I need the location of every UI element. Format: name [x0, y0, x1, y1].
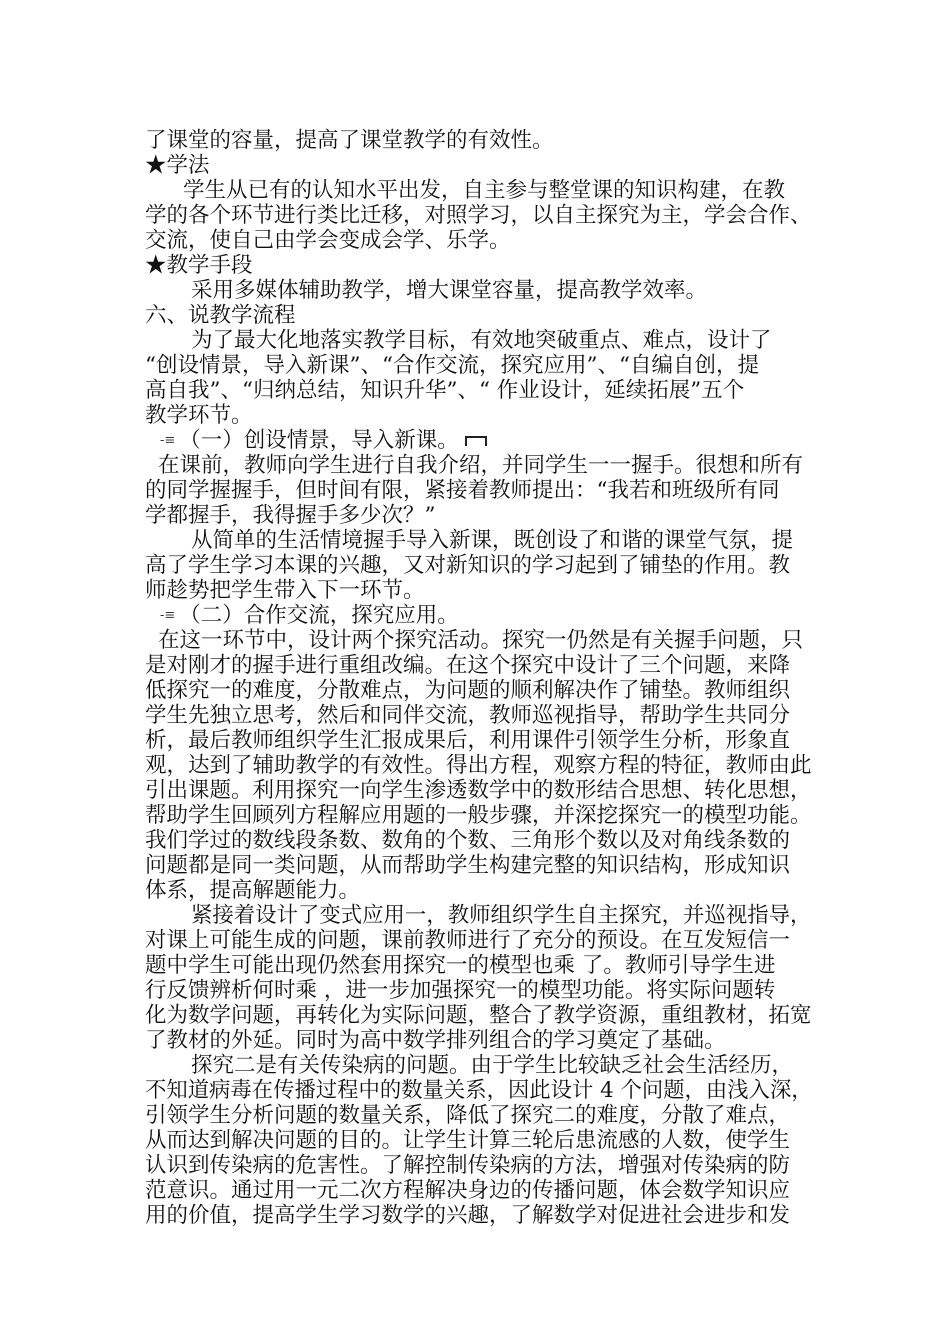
subsection-heading-2 [160, 603, 459, 629]
body-text-line: 为了最大化地落实教学目标，有效地突破重点、难点，设计了 [191, 328, 772, 353]
body-text-line: 化为数学问题，再转化为实际问题，整合了教学资源，重组教材，拓宽 [145, 1003, 812, 1028]
body-text-line: 学生从已有的认知水平出发，自主参与整堂课的知识构建，在教 [183, 178, 786, 203]
body-text-line: 析，最后教师组织学生汇报成果后，利用课件引领学生分析，形象直 [145, 728, 791, 753]
body-text-line: 师趁势把学生带入下一环节。 [145, 578, 425, 603]
body-text-line: 了教材的外延。同时为高中数学排列组合的学习奠定了基础。 [145, 1028, 726, 1053]
section-heading-teaching-means: ★教学手段 [145, 253, 253, 278]
body-text-line: 紧接着设计了变式应用一，教师组织学生自主探究，并巡视指导， [191, 903, 812, 928]
body-text-line: 认识到传染病的危害性。了解控制传染病的方法，增强对传染病的防 [145, 1153, 791, 1178]
body-text-line: 教学环节。 [145, 403, 253, 428]
body-text-line: 范意识。通过用一元二次方程解决身边的传播问题，体会数学知识应 [145, 1178, 791, 1203]
body-text-line: 在课前，教师向学生进行自我介绍，并同学生一一握手。很想和所有 [158, 453, 804, 478]
body-text-line: 引出课题。利用探究一向学生渗透数学中的数形结合思想、转化思想， [145, 778, 812, 803]
body-text-line: 不知道病毒在传播过程中的数量关系，因此设计 4 个问题，由浅入深， [145, 1078, 813, 1103]
subsection-heading-text: （一）创设情景，导入新课。 [179, 428, 459, 453]
body-text-line: “创设情景，导入新课”、“合作交流，探究应用”、“自编自创，提 [145, 353, 759, 378]
body-text-line: 问题都是同一类问题，从而帮助学生构建完整的知识结构，形成知识 [145, 853, 791, 878]
body-text-line: 是对刚才的握手进行重组改编。在这个探究中设计了三个问题，来降 [145, 653, 791, 678]
list-marker-icon: -≡ [160, 433, 176, 448]
body-text-line: 引领学生分析问题的数量关系，降低了探究二的难度，分散了难点， [145, 1103, 791, 1128]
body-text-line: 的同学握握手，但时间有限，紧接着教师提出：“我若和班级所有同 [145, 478, 780, 503]
body-text-line: 了课堂的容量，提高了课堂教学的有效性。 [145, 128, 554, 153]
body-text-line: 帮助学生回顾列方程解应用题的一般步骤，并深挖探究一的模型功能。 [145, 803, 812, 828]
body-text-line: 行反馈辨析何时乘 ，进一步加强探究一的模型功能。将实际问题转 [145, 978, 776, 1003]
body-text-line: 学生先独立思考，然后和同伴交流，教师巡视指导，帮助学生共同分 [145, 703, 791, 728]
body-text-line: 从而达到解决问题的目的。让学生计算三轮后患流感的人数，使学生 [145, 1128, 791, 1153]
subsection-heading-text: （二）合作交流，探究应用。 [179, 603, 459, 628]
body-text-line: 学都握手，我得握手多少次？” [145, 503, 436, 528]
body-text-line: 从简单的生活情境握手导入新课，既创设了和谐的课堂气氛，提 [191, 528, 794, 553]
body-text-line: 对课上可能生成的问题，课前教师进行了充分的预设。在互发短信一 [145, 928, 791, 953]
bracket-mark-icon [465, 436, 487, 446]
subsection-heading-1 [160, 428, 487, 454]
body-text-line: 探究二是有关传染病的问题。由于学生比较缺乏社会生活经历， [191, 1053, 794, 1078]
section-heading-teaching-process: 六、说教学流程 [145, 303, 296, 328]
section-heading-study-method: ★学法 [145, 153, 210, 178]
body-text-line: 在这一环节中，设计两个探究活动。探究一仍然是有关握手问题，只 [158, 628, 804, 653]
body-text-line: 交流，使自己由学会变成会学、乐学。 [145, 228, 511, 253]
list-marker-icon: -≡ [160, 608, 176, 623]
body-text-line: 低探究一的难度，分散难点，为问题的顺利解决作了铺垫。教师组织 [145, 678, 791, 703]
body-text-line: 采用多媒体辅助教学，增大课堂容量，提高教学效率。 [191, 278, 708, 303]
body-text-line: 高了学生学习本课的兴趣，又对新知识的学习起到了铺垫的作用。教 [145, 553, 791, 578]
body-text-line: 我们学过的数线段条数、数角的个数、三角形个数以及对角线条数的 [145, 828, 791, 853]
body-text-line: 题中学生可能出现仍然套用探究一的模型也乘 了。教师引导学生进 [145, 953, 776, 978]
body-text-line: 高自我”、“归纳总结，知识升华”、“ 作业设计，延续拓展”五个 [145, 378, 745, 403]
body-text-line: 学的各个环节进行类比迁移，对照学习，以自主探究为主，学会合作、 [145, 203, 812, 228]
body-text-line: 观，达到了辅助教学的有效性。得出方程，观察方程的特征，教师由此 [145, 753, 812, 778]
body-text-line: 用的价值，提高学生学习数学的兴趣，了解数学对促进社会进步和发 [145, 1203, 791, 1228]
body-text-line: 体系，提高解题能力。 [145, 878, 361, 903]
